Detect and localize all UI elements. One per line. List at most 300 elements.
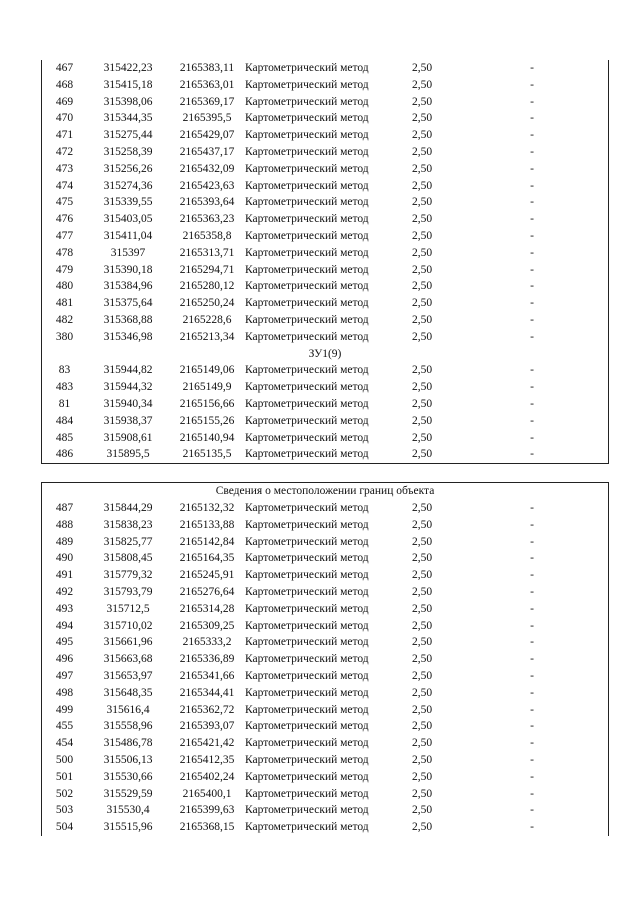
table-row [42,194,608,211]
precision-cell: 2,50 [411,619,433,632]
coord-y-cell: 2165341,66 [179,669,235,682]
coord-x-cell: 315275,44 [103,129,153,142]
table-row [42,245,608,262]
precision-cell: 2,50 [411,213,433,226]
note-cell: - [530,280,534,293]
note-cell: - [530,297,534,310]
coord-y-cell: 2165412,35 [179,753,235,766]
point-number-cell: 498 [55,686,74,699]
coord-x-cell: 315808,45 [103,552,153,565]
method-cell: Картометрический метод [245,62,369,74]
table-row [42,312,608,329]
point-number-cell: 486 [55,448,74,461]
coord-y-cell: 2165228,6 [182,313,232,326]
coord-x-cell: 315397 [110,246,146,259]
method-cell: Картометрический метод [245,448,369,461]
coord-x-cell: 315415,18 [103,78,153,91]
table-row [42,396,608,413]
note-cell: - [530,804,534,817]
table-row [42,329,608,346]
table-row [42,819,608,836]
note-cell: - [530,414,534,427]
method-cell: Картометрический метод [245,585,369,598]
precision-cell: 2,50 [411,229,433,242]
note-cell: - [530,448,534,461]
coord-y-cell: 2165363,01 [179,78,235,91]
note-cell: - [530,213,534,226]
note-cell: - [530,196,534,209]
point-number-cell: 490 [55,552,74,565]
coord-y-cell: 2165309,25 [179,619,235,632]
coord-y-cell: 2165368,15 [179,821,235,834]
note-cell: - [530,263,534,276]
method-cell: Картометрический метод [245,770,369,783]
method-cell: Картометрический метод [245,737,369,750]
precision-cell: 2,50 [411,431,433,444]
method-cell: Картометрический метод [245,703,369,716]
table-row [42,262,608,279]
precision-cell: 2,50 [411,448,433,461]
method-cell: Картометрический метод [245,669,369,682]
precision-cell: 2,50 [411,703,433,716]
method-cell: Картометрический метод [245,569,369,582]
method-cell: Картометрический метод [245,95,369,108]
table-row [42,77,608,94]
coord-x-cell: 315558,96 [103,720,153,733]
table-row [42,668,608,685]
coord-x-cell: 315346,98 [103,330,153,343]
precision-cell: 2,50 [411,686,433,699]
table-row [42,110,608,127]
method-cell: Картометрический метод [245,804,369,817]
note-cell: - [530,737,534,750]
precision-cell: 2,50 [411,280,433,293]
coord-x-cell: 315908,61 [103,431,153,444]
table-row [42,94,608,111]
precision-cell: 2,50 [411,162,433,175]
precision-cell: 2,50 [411,62,433,74]
coord-y-cell: 2165344,41 [179,686,235,699]
precision-cell: 2,50 [411,535,433,548]
precision-cell: 2,50 [411,397,433,410]
method-cell: Картометрический метод [245,213,369,226]
coordinates-table-2 [41,482,609,836]
table-row [42,752,608,769]
point-number-cell: 475 [55,196,74,209]
coord-x-cell: 315712,5 [106,602,150,615]
note-cell: - [530,502,534,514]
method-cell: Картометрический метод [245,552,369,565]
coord-y-cell: 2165280,12 [179,280,235,293]
note-cell: - [530,585,534,598]
note-cell: - [530,431,534,444]
precision-cell: 2,50 [411,821,433,834]
note-cell: - [530,162,534,175]
method-cell: Картометрический метод [245,162,369,175]
coord-x-cell: 315390,18 [103,263,153,276]
coord-x-cell: 315368,88 [103,313,153,326]
precision-cell: 2,50 [411,787,433,800]
note-cell: - [530,78,534,91]
coord-y-cell: 2165250,24 [179,297,235,310]
section-label: ЗУ1(9) [308,347,342,360]
table-1-rows-group-b [42,362,608,463]
precision-cell: 2,50 [411,297,433,310]
coord-x-cell: 315616,4 [106,703,150,716]
method-cell: Картометрический метод [245,397,369,410]
table-row [42,60,608,77]
coord-y-cell: 2165313,71 [179,246,235,259]
coord-x-cell: 315844,29 [103,502,153,514]
precision-cell: 2,50 [411,246,433,259]
coord-x-cell: 315793,79 [103,585,153,598]
coord-y-cell: 2165135,5 [182,448,232,461]
coord-y-cell: 2165333,2 [182,636,232,649]
method-cell: Картометрический метод [245,78,369,91]
method-cell: Картометрический метод [245,431,369,444]
precision-cell: 2,50 [411,145,433,158]
method-cell: Картометрический метод [245,179,369,192]
coord-x-cell: 315486,78 [103,737,153,750]
coordinates-table-1 [41,60,609,464]
method-cell: Картометрический метод [245,196,369,209]
table-row [42,802,608,819]
method-cell: Картометрический метод [245,720,369,733]
coord-x-cell: 315411,04 [103,229,153,242]
coord-x-cell: 315529,59 [103,787,153,800]
method-cell: Картометрический метод [245,502,369,514]
note-cell: - [530,770,534,783]
coord-y-cell: 2165399,63 [179,804,235,817]
note-cell: - [530,753,534,766]
table-row [42,211,608,228]
note-cell: - [530,619,534,632]
point-number-cell: 484 [55,414,74,427]
method-cell: Картометрический метод [245,297,369,310]
precision-cell: 2,50 [411,720,433,733]
coord-y-cell: 2165140,94 [179,431,235,444]
coord-y-cell: 2165358,8 [182,229,232,242]
note-cell: - [530,569,534,582]
table-row [42,584,608,601]
method-cell: Картометрический метод [245,636,369,649]
table-row [42,634,608,651]
method-cell: Картометрический метод [245,229,369,242]
point-number-cell: 470 [55,112,74,125]
point-number-cell: 482 [55,313,74,326]
precision-cell: 2,50 [411,753,433,766]
precision-cell: 2,50 [411,804,433,817]
note-cell: - [530,364,534,377]
note-cell: - [530,129,534,142]
point-number-cell: 501 [55,770,74,783]
coord-y-cell: 2165314,28 [179,602,235,615]
note-cell: - [530,330,534,343]
note-cell: - [530,602,534,615]
coord-x-cell: 315825,77 [103,535,153,548]
precision-cell: 2,50 [411,78,433,91]
coord-y-cell: 2165393,64 [179,196,235,209]
coord-y-cell: 2165393,07 [179,720,235,733]
coord-x-cell: 315339,55 [103,196,153,209]
coord-y-cell: 2165437,17 [179,145,235,158]
method-cell: Картометрический метод [245,280,369,293]
point-number-cell: 477 [55,229,74,242]
precision-cell: 2,50 [411,330,433,343]
note-cell: - [530,179,534,192]
coord-x-cell: 315515,96 [103,821,153,834]
note-cell: - [530,787,534,800]
precision-cell: 2,50 [411,364,433,377]
coord-y-cell: 2165164,35 [179,552,235,565]
coord-y-cell: 2165155,26 [179,414,235,427]
table-caption: Сведения о местоположении границ объекта [215,485,435,497]
method-cell: Картометрический метод [245,602,369,615]
point-number-cell: 454 [55,737,74,750]
point-number-cell: 455 [55,720,74,733]
coord-x-cell: 315944,32 [103,381,153,394]
table-row [42,550,608,567]
method-cell: Картометрический метод [245,535,369,548]
point-number-cell: 492 [55,585,74,598]
table-row [42,651,608,668]
coord-y-cell: 2165156,66 [179,397,235,410]
point-number-cell: 494 [55,619,74,632]
point-number-cell: 81 [58,397,71,410]
point-number-cell: 487 [55,502,74,514]
coord-x-cell: 315422,23 [103,62,153,74]
method-cell: Картометрический метод [245,753,369,766]
precision-cell: 2,50 [411,669,433,682]
coord-x-cell: 315779,32 [103,569,153,582]
coord-x-cell: 315838,23 [103,518,153,531]
table-row [42,278,608,295]
precision-cell: 2,50 [411,770,433,783]
coord-x-cell: 315506,13 [103,753,153,766]
coord-y-cell: 2165294,71 [179,263,235,276]
coord-y-cell: 2165429,07 [179,129,235,142]
note-cell: - [530,313,534,326]
point-number-cell: 499 [55,703,74,716]
precision-cell: 2,50 [411,313,433,326]
coord-y-cell: 2165245,91 [179,569,235,582]
point-number-cell: 473 [55,162,74,175]
method-cell: Картометрический метод [245,821,369,834]
coord-y-cell: 2165421,42 [179,737,235,750]
coord-x-cell: 315530,4 [106,804,150,817]
coord-x-cell: 315258,39 [103,145,153,158]
table-row [42,413,608,430]
note-cell: - [530,821,534,834]
coord-y-cell: 2165149,06 [179,364,235,377]
method-cell: Картометрический метод [245,246,369,259]
note-cell: - [530,381,534,394]
point-number-cell: 467 [55,62,74,74]
table-2-rows [42,500,608,836]
coord-x-cell: 315384,96 [103,280,153,293]
coord-x-cell: 315661,96 [103,636,153,649]
precision-cell: 2,50 [411,196,433,209]
table-row [42,178,608,195]
coord-x-cell: 315944,82 [103,364,153,377]
table-row [42,685,608,702]
coord-y-cell: 2165369,17 [179,95,235,108]
point-number-cell: 476 [55,213,74,226]
precision-cell: 2,50 [411,552,433,565]
precision-cell: 2,50 [411,518,433,531]
point-number-cell: 479 [55,263,74,276]
coord-x-cell: 315895,5 [106,448,150,461]
note-cell: - [530,636,534,649]
table-1-rows-group-a [42,60,608,346]
precision-cell: 2,50 [411,95,433,108]
note-cell: - [530,145,534,158]
point-number-cell: 485 [55,431,74,444]
note-cell: - [530,95,534,108]
point-number-cell: 497 [55,669,74,682]
coord-x-cell: 315344,35 [103,112,153,125]
coord-y-cell: 2165423,63 [179,179,235,192]
point-number-cell: 503 [55,804,74,817]
coord-y-cell: 2165276,64 [179,585,235,598]
note-cell: - [530,112,534,125]
method-cell: Картометрический метод [245,619,369,632]
coord-y-cell: 2165336,89 [179,653,235,666]
coord-x-cell: 315375,64 [103,297,153,310]
table-row [42,430,608,447]
coord-x-cell: 315710,02 [103,619,153,632]
point-number-cell: 504 [55,821,74,834]
table-row [42,735,608,752]
coord-y-cell: 2165395,5 [182,112,232,125]
point-number-cell: 380 [55,330,74,343]
coord-x-cell: 315653,97 [103,669,153,682]
method-cell: Картометрический метод [245,653,369,666]
method-cell: Картометрический метод [245,686,369,699]
method-cell: Картометрический метод [245,112,369,125]
coord-x-cell: 315274,36 [103,179,153,192]
table-row [42,534,608,551]
coord-y-cell: 2165400,1 [182,787,232,800]
coord-x-cell: 315940,34 [103,397,153,410]
coord-x-cell: 315403,05 [103,213,153,226]
table-row [42,702,608,719]
precision-cell: 2,50 [411,112,433,125]
method-cell: Картометрический метод [245,330,369,343]
point-number-cell: 491 [55,569,74,582]
method-cell: Картометрический метод [245,145,369,158]
coord-x-cell: 315938,37 [103,414,153,427]
table-row [42,786,608,803]
table-row [42,769,608,786]
note-cell: - [530,552,534,565]
point-number-cell: 496 [55,653,74,666]
coord-y-cell: 2165132,32 [179,502,235,514]
table-row [42,446,608,463]
table-row [42,567,608,584]
table-row [42,500,608,517]
note-cell: - [530,653,534,666]
note-cell: - [530,397,534,410]
coord-x-cell: 315398,06 [103,95,153,108]
coord-x-cell: 315256,26 [103,162,153,175]
note-cell: - [530,703,534,716]
table-row [42,362,608,379]
coord-x-cell: 315663,68 [103,653,153,666]
precision-cell: 2,50 [411,653,433,666]
point-number-cell: 469 [55,95,74,108]
method-cell: Картометрический метод [245,787,369,800]
method-cell: Картометрический метод [245,364,369,377]
note-cell: - [530,535,534,548]
point-number-cell: 478 [55,246,74,259]
point-number-cell: 481 [55,297,74,310]
coord-y-cell: 2165362,72 [179,703,235,716]
coord-y-cell: 2165383,11 [179,62,235,74]
point-number-cell: 468 [55,78,74,91]
point-number-cell: 493 [55,602,74,615]
precision-cell: 2,50 [411,502,433,514]
method-cell: Картометрический метод [245,381,369,394]
note-cell: - [530,686,534,699]
point-number-cell: 495 [55,636,74,649]
precision-cell: 2,50 [411,381,433,394]
table-row [42,161,608,178]
point-number-cell: 488 [55,518,74,531]
coord-y-cell: 2165133,88 [179,518,235,531]
table-row [42,379,608,396]
table-row [42,127,608,144]
precision-cell: 2,50 [411,129,433,142]
method-cell: Картометрический метод [245,313,369,326]
point-number-cell: 483 [55,381,74,394]
table-row [42,601,608,618]
coord-x-cell: 315648,35 [103,686,153,699]
coord-y-cell: 2165149,9 [182,381,232,394]
point-number-cell: 471 [55,129,74,142]
method-cell: Картометрический метод [245,263,369,276]
precision-cell: 2,50 [411,414,433,427]
table-row [42,228,608,245]
note-cell: - [530,518,534,531]
point-number-cell: 480 [55,280,74,293]
coord-y-cell: 2165142,84 [179,535,235,548]
note-cell: - [530,62,534,74]
point-number-cell: 472 [55,145,74,158]
note-cell: - [530,669,534,682]
point-number-cell: 83 [58,364,71,377]
method-cell: Картометрический метод [245,414,369,427]
point-number-cell: 502 [55,787,74,800]
table-row [42,517,608,534]
precision-cell: 2,50 [411,636,433,649]
point-number-cell: 500 [55,753,74,766]
coord-x-cell: 315530,66 [103,770,153,783]
table-row [42,144,608,161]
coord-y-cell: 2165432,09 [179,162,235,175]
precision-cell: 2,50 [411,569,433,582]
coord-y-cell: 2165363,23 [179,213,235,226]
precision-cell: 2,50 [411,585,433,598]
precision-cell: 2,50 [411,263,433,276]
table-row [42,618,608,635]
point-number-cell: 474 [55,179,74,192]
coord-y-cell: 2165213,34 [179,330,235,343]
method-cell: Картометрический метод [245,518,369,531]
note-cell: - [530,246,534,259]
table-row [42,718,608,735]
precision-cell: 2,50 [411,737,433,750]
